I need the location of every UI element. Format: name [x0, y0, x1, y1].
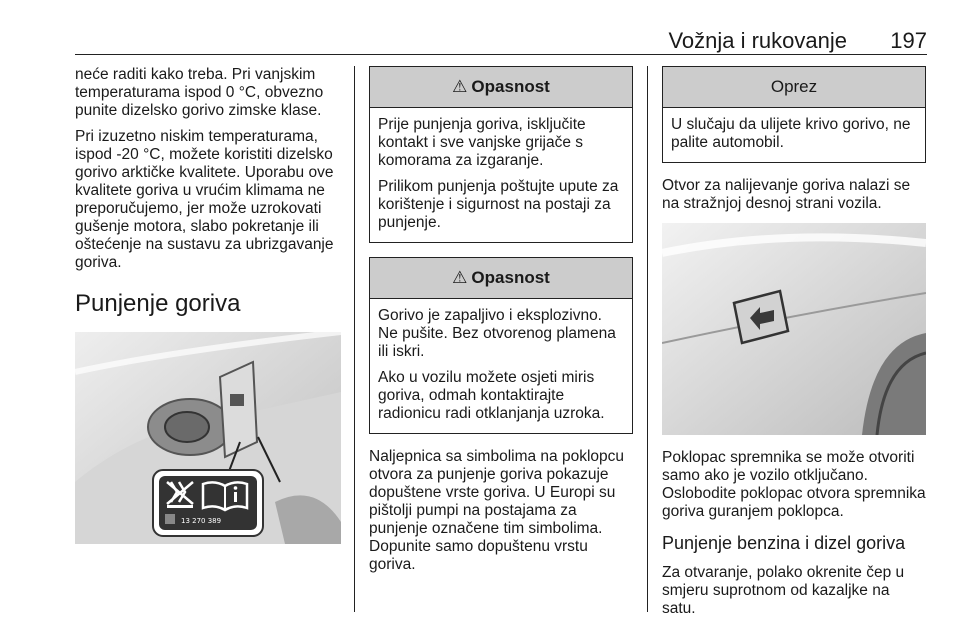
column-divider — [647, 66, 648, 612]
caution-box — [662, 66, 926, 163]
paragraph: Prije punjenja goriva, isključite kontakt i sve vanjske grijače s komorama za izgaranje. — [378, 116, 586, 169]
paragraph: Pri izuzetno niskim temperaturama, ispod -20 °C, možete koristiti dizelsko gorivo arktičke kvalitete. Uporabu ove kvalitete goriva u vrućim klimama ne preporučujemo, jer može uzrokovati gušenje motora, slabo pokretanje ili oštećenje na sustavu za ubrizgavanje goriva. — [75, 128, 334, 271]
paragraph: Naljepnica sa simbolima na poklopcu otvora za punjenje goriva pokazuje dopuštene vrste goriva. U Europi su pištolji pumpi na postajama za punjenje označene tim simbolima. Dopunite samo dopuštenu vrstu goriva. — [369, 448, 625, 573]
fuel-door-location-photo — [662, 223, 926, 435]
header-rule — [75, 54, 927, 55]
column-left — [75, 66, 341, 558]
paragraph: Ako u vozilu možete osjeti miris goriva, odmah kontaktirajte radionicu radi otklanjanja uzroka. — [378, 369, 605, 422]
danger-box — [369, 66, 633, 243]
danger-box-body — [370, 299, 632, 433]
caution-box-header: Oprez — [663, 67, 925, 108]
paragraph: neće raditi kako treba. Pri vanjskim temperaturama ispod 0 °C, obvezno punite dizelsko gorivo zimske klase. — [75, 66, 324, 119]
label-code: 13 270 389 — [181, 517, 222, 525]
paragraph: Gorivo je zapaljivo i eksplozivno. Ne pušite. Bez otvorenog plamena ili iskri. — [378, 307, 616, 360]
caution-box-body — [663, 108, 925, 162]
paragraph: Poklopac spremnika se može otvoriti samo ako je vozilo otključano. Oslobodite poklopac otvora spremnika goriva guranjem poklopca. — [662, 449, 926, 520]
rear-fuel-door-illustration — [662, 223, 926, 435]
section-title: Vožnja i rukovanje — [668, 28, 847, 53]
danger-title: Opasnost — [471, 268, 550, 287]
paragraph: U slučaju da ulijete krivo gorivo, ne palite automobil. — [671, 116, 911, 151]
column-right — [662, 66, 926, 626]
section-heading: Punjenje goriva — [75, 290, 241, 317]
danger-box — [369, 257, 633, 434]
warning-triangle-icon: ⚠ — [452, 268, 468, 287]
danger-box-body — [370, 108, 632, 242]
fuel-flap-illustration — [75, 332, 341, 544]
page-number: 197 — [890, 28, 927, 53]
column-middle — [369, 66, 633, 582]
page-header — [75, 18, 927, 54]
danger-box-header — [370, 258, 632, 299]
danger-box-header — [370, 67, 632, 108]
paragraph: Otvor za nalijevanje goriva nalazi se na stražnjoj desnoj strani vozila. — [662, 177, 911, 212]
paragraph: Prilikom punjenja poštujte upute za korištenje i sigurnost na postaji za punjenje. — [378, 178, 619, 231]
fuel-flap-label-photo — [75, 332, 341, 544]
column-divider — [354, 66, 355, 612]
danger-title: Opasnost — [471, 77, 550, 96]
subsection-heading: Punjenje benzina i dizel goriva — [662, 533, 906, 553]
warning-triangle-icon: ⚠ — [452, 77, 468, 96]
paragraph: Za otvaranje, polako okrenite čep u smjeru suprotnom od kazaljke na satu. — [662, 564, 905, 617]
